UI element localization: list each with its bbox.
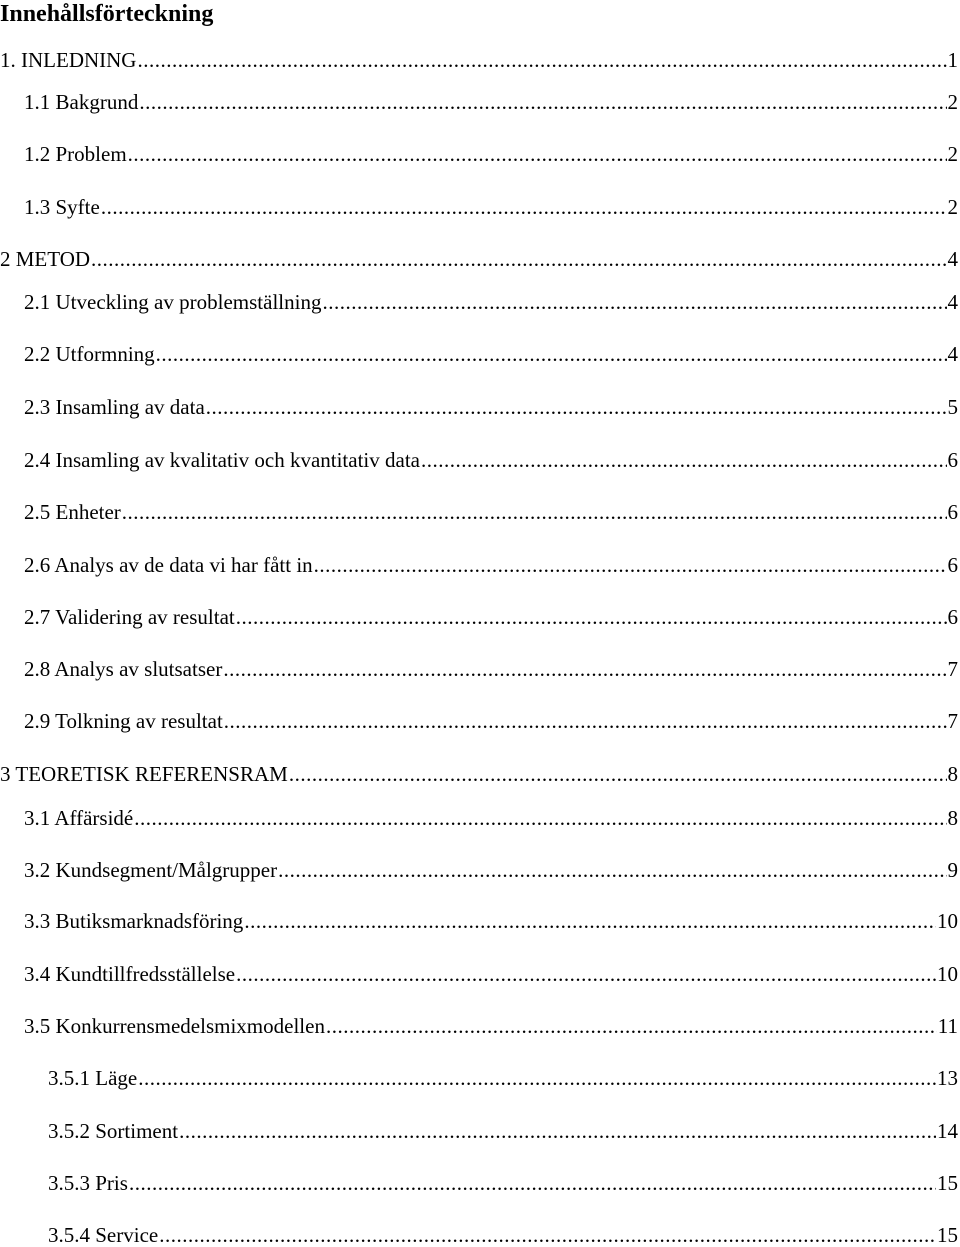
toc-entry[interactable] [24, 709, 958, 733]
toc-entry-label: 3.3 Butiksmarknadsföring [24, 909, 244, 933]
toc-entry[interactable] [24, 553, 958, 577]
toc-entry-page-number: 2 [947, 90, 958, 114]
toc-entry[interactable] [24, 342, 958, 366]
toc-entry-label: 3.5.2 Sortiment [48, 1119, 179, 1143]
toc-entry-page-number: 10 [937, 909, 958, 933]
toc-entry[interactable] [48, 1119, 958, 1143]
toc-entry[interactable] [0, 247, 958, 271]
toc-entry[interactable] [24, 195, 958, 219]
toc-entry-page-number: 9 [947, 858, 958, 882]
toc-leader-dots [137, 48, 946, 72]
toc-entry-page-number: 4 [947, 342, 958, 366]
toc-entry-page-number: 2 [947, 142, 958, 166]
toc-entry[interactable] [24, 909, 958, 933]
toc-entry[interactable] [24, 806, 958, 830]
toc-leader-dots [138, 1066, 936, 1090]
toc-entry-label: 2.9 Tolkning av resultat [24, 709, 223, 733]
toc-entry-label: 2.2 Utformning [24, 342, 155, 366]
toc-entry-label: 2.6 Analys av de data vi har fått in [24, 553, 313, 577]
toc-entry-page-number: 4 [947, 247, 958, 271]
toc-entry-page-number: 15 [937, 1171, 958, 1195]
toc-entry[interactable] [48, 1066, 958, 1090]
toc-entry[interactable] [48, 1223, 958, 1247]
toc-leader-dots [278, 858, 946, 882]
toc-entry[interactable] [24, 962, 958, 986]
toc-entry[interactable] [24, 142, 958, 166]
toc-entry-label: 3.4 Kundtillfredsställelse [24, 962, 236, 986]
toc-entry-label: 3.1 Affärsidé [24, 806, 134, 830]
toc-leader-dots [326, 1014, 937, 1038]
toc-leader-dots [156, 342, 947, 366]
toc-entry-label: 1.1 Bakgrund [24, 90, 139, 114]
toc-entry-page-number: 7 [947, 709, 958, 733]
toc-entry-label: 2.4 Insamling av kvalitativ och kvantitativ data [24, 448, 420, 472]
toc-entry-page-number: 8 [947, 806, 958, 830]
toc-entry-label: 2.3 Insamling av data [24, 395, 205, 419]
toc-entry[interactable] [24, 90, 958, 114]
toc-entry[interactable] [0, 48, 958, 72]
toc-entry-page-number: 6 [947, 605, 958, 629]
toc-entry[interactable] [24, 858, 958, 882]
toc-entry-label: 3.2 Kundsegment/Målgrupper [24, 858, 278, 882]
toc-entry-label: 3.5.3 Pris [48, 1171, 128, 1195]
toc-leader-dots [322, 290, 946, 314]
toc-leader-dots [244, 909, 936, 933]
toc-entry[interactable] [24, 448, 958, 472]
toc-leader-dots [139, 90, 946, 114]
toc-entry-page-number: 4 [947, 290, 958, 314]
toc-leader-dots [129, 1171, 936, 1195]
toc-entry[interactable] [24, 657, 958, 681]
toc-leader-dots [224, 709, 947, 733]
toc-entry[interactable] [0, 762, 958, 786]
toc-entry-page-number: 11 [937, 1014, 958, 1038]
toc-entry-label: 2.8 Analys av slutsatser [24, 657, 223, 681]
toc-entry-label: 2.1 Utveckling av problemställning [24, 290, 322, 314]
toc-leader-dots [236, 962, 936, 986]
toc-leader-dots [134, 806, 946, 830]
toc-entry-label: 3.5.4 Service [48, 1223, 159, 1247]
toc-leader-dots [223, 657, 946, 681]
toc-entry[interactable] [24, 500, 958, 524]
toc-leader-dots [91, 247, 946, 271]
toc-entry-page-number: 1 [947, 48, 958, 72]
toc-entry-label: 3.5 Konkurrensmedelsmixmodellen [24, 1014, 325, 1038]
toc-entry-page-number: 2 [947, 195, 958, 219]
toc-entry-label: 2.5 Enheter [24, 500, 121, 524]
toc-entry-page-number: 8 [947, 762, 958, 786]
toc-entry-label: 2 METOD [0, 247, 91, 271]
toc-entry-label: 1.2 Problem [24, 142, 127, 166]
toc-entry[interactable] [24, 290, 958, 314]
toc-entry-page-number: 6 [947, 553, 958, 577]
toc-entry-page-number: 7 [947, 657, 958, 681]
toc-entry-label: 1. INLEDNING [0, 48, 137, 72]
toc-entry-label: 3.5.1 Läge [48, 1066, 138, 1090]
toc-entry-label: 1.3 Syfte [24, 195, 100, 219]
toc-leader-dots [128, 142, 947, 166]
toc-entry-page-number: 6 [947, 448, 958, 472]
toc-entry-page-number: 6 [947, 500, 958, 524]
toc-leader-dots [421, 448, 947, 472]
toc-leader-dots [289, 762, 947, 786]
toc-leader-dots [314, 553, 947, 577]
toc-entry-label: 3 TEORETISK REFERENSRAM [0, 762, 288, 786]
toc-entry[interactable] [24, 605, 958, 629]
toc-entry[interactable] [24, 1014, 958, 1038]
toc-leader-dots [159, 1223, 936, 1247]
page-title: Innehållsförteckning [0, 1, 214, 27]
toc-leader-dots [236, 605, 947, 629]
toc-entry-label: 2.7 Validering av resultat [24, 605, 235, 629]
toc-entry[interactable] [24, 395, 958, 419]
toc-entry-page-number: 14 [937, 1119, 958, 1143]
toc-entry-page-number: 5 [947, 395, 958, 419]
toc-leader-dots [179, 1119, 936, 1143]
toc-leader-dots [206, 395, 947, 419]
toc-leader-dots [101, 195, 947, 219]
toc-entry[interactable] [48, 1171, 958, 1195]
toc-entry-page-number: 13 [937, 1066, 958, 1090]
toc-entry-page-number: 10 [937, 962, 958, 986]
toc-leader-dots [122, 500, 947, 524]
toc-entry-page-number: 15 [937, 1223, 958, 1247]
